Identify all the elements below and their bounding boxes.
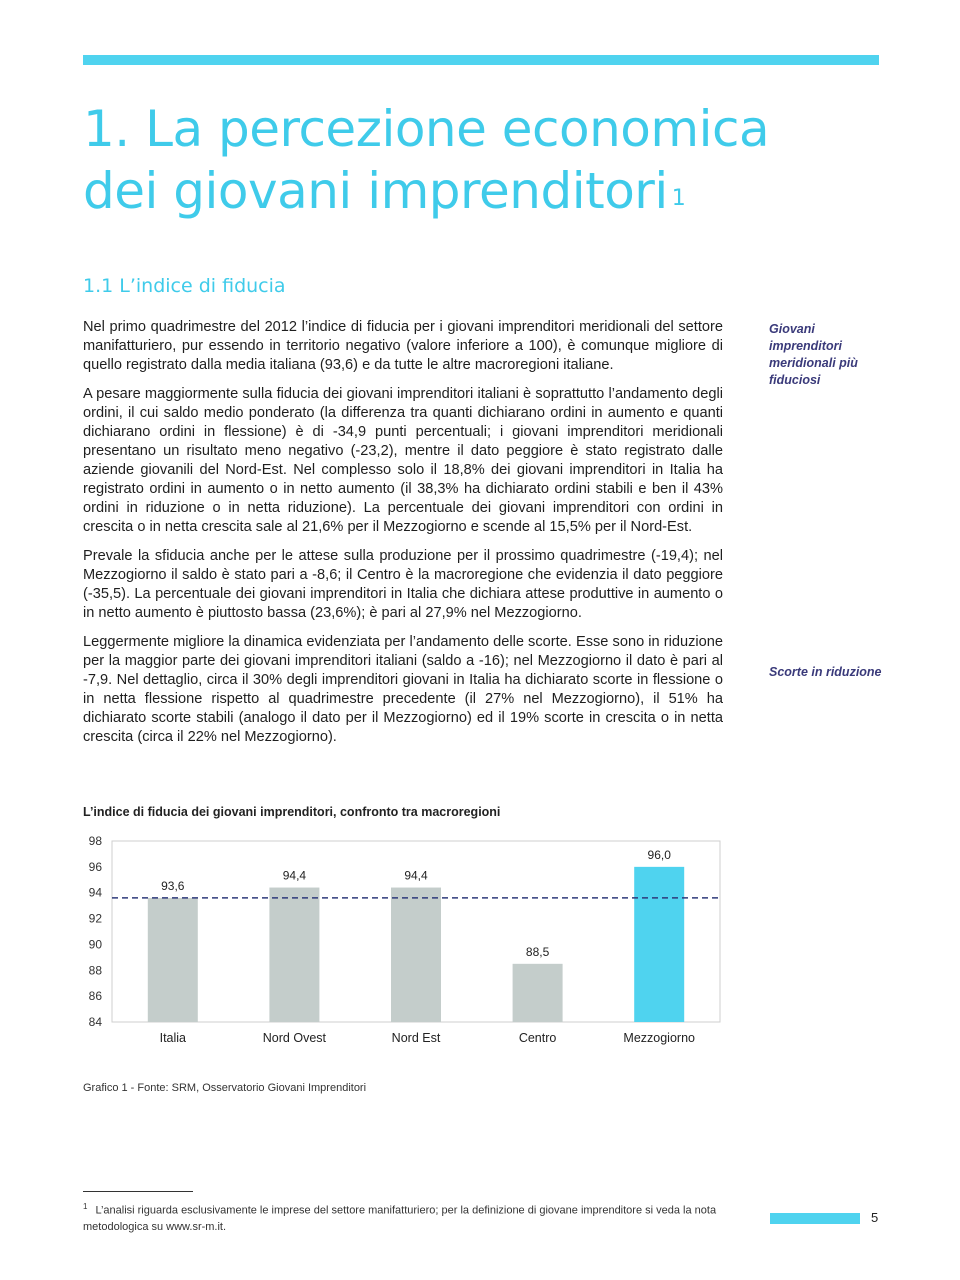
x-tick-label: Mezzogiorno — [623, 1031, 695, 1045]
page-title — [83, 98, 843, 222]
y-tick-label: 90 — [88, 937, 102, 952]
body-text — [83, 318, 723, 757]
paragraph-4: Leggermente migliore la dinamica evidenziata per l’andamento delle scorte. Esse sono in riduzione per la maggior parte dei giovani imprenditori italiani (saldo a -16); nel Mezzogiorno il dato è pari al -7,9. Nel dettaglio, circa il 30% degli imprenditori giovani in Italia ha dichiarato scorte in flessione o in netta flessione rispetto al quadrimestre precedente (il 27% nel Mezzogiorno), il 51% ha dichiarato scorte stabili (analogo il dato per il Mezzogiorno) ed il 19% scorte in crescita o in netta crescita (circa il 22% nel Mezzogiorno). — [83, 634, 723, 745]
bar-value-label: 96,0 — [647, 847, 671, 862]
y-tick-label: 86 — [88, 989, 102, 1004]
bar — [391, 888, 441, 1022]
y-tick-label: 94 — [88, 885, 102, 900]
page-number: 5 — [871, 1210, 879, 1225]
bar — [634, 867, 684, 1022]
bar — [148, 898, 198, 1022]
chart-caption: Grafico 1 - Fonte: SRM, Osservatorio Giovani Imprenditori — [83, 1082, 367, 1094]
title-line-1: 1. La percezione economica — [83, 100, 770, 158]
footnote-divider — [83, 1191, 193, 1192]
side-note-fiducia: Giovani imprenditori meridionali più fiduciosi — [769, 322, 858, 387]
y-tick-label: 92 — [88, 911, 102, 926]
bar-chart — [60, 826, 740, 1066]
paragraph-3: Prevale la sfiducia anche per le attese sulla produzione per il prossimo quadrimestre (-19,4); nel Mezzogiorno il saldo è stato pari a -8,6; il Centro è la macroregione che evidenzia il dato peggiore (-35,5). La percentuale dei giovani imprenditori in Italia che dichiara attese produttive in aumento o in netto aumento è piuttosto bassa (23,6%); è pari al 27,9% nel Mezzogiorno. — [83, 548, 723, 621]
footnote-marker: 1 — [83, 1202, 88, 1211]
page-number-bar — [770, 1213, 860, 1224]
bar-value-label: 88,5 — [525, 944, 550, 959]
section-heading: 1.1 L’indice di fiducia — [83, 275, 286, 297]
x-tick-label: Italia — [159, 1031, 187, 1045]
footnote-text: L’analisi riguarda esclusivamente le imprese del settore manifatturiero; per la definizione di giovane imprenditore si veda la nota metodologica su www.sr-m.it. — [83, 1204, 717, 1233]
paragraph-2: A pesare maggiormente sulla fiducia dei giovani imprenditori italiani è soprattutto l’andamento degli ordini, il cui saldo medio ponderato (la differenza tra quanti dichiarano ordini in aumento e quanti dichiarano ordini in flessione) è di -34,9 punti percentuali; i giovani imprenditori meridionali presentano un risultato meno negativo (-23,2), mentre il dato peggiore è stato registrato dalle aziende giovanili del Nord-Est. Nel complesso solo il 18,8% dei giovani imprenditori in Italia ha registrato ordini in aumento o in netto aumento (il 38,3% ha dichiarato ordini stabili e ben il 43% ordini in riduzione o in netta riduzione). La percentuale dei giovani imprenditori con ordini in crescita o in netta crescita sale al 21,6% per il Mezzogiorno e scende al 15,5% per il Nord-Est. — [83, 386, 723, 535]
bar — [513, 964, 563, 1022]
side-note-scorte: Scorte in riduzione — [769, 665, 882, 679]
bar — [269, 888, 319, 1022]
title-line-2: dei giovani imprenditori — [83, 162, 668, 220]
x-tick-label: Centro — [518, 1031, 557, 1045]
bar-value-label: 94,4 — [404, 868, 428, 883]
title-footnote-marker: 1 — [671, 186, 686, 211]
y-tick-label: 98 — [88, 834, 102, 848]
y-tick-label: 84 — [88, 1015, 102, 1029]
paragraph-1: Nel primo quadrimestre del 2012 l’indice di fiducia per i giovani imprenditori meridionali del settore manifatturiero, pur essendo in territorio negativo (valore inferiore a 100), è comunque migliore di quello registrato dalla media italiana (93,6) e da tutte le altre macroregioni italiane. — [83, 319, 723, 373]
x-tick-label: Nord Ovest — [262, 1031, 327, 1045]
bar-value-label: 94,4 — [282, 868, 307, 883]
y-tick-label: 88 — [88, 963, 102, 978]
x-tick-label: Nord Est — [391, 1031, 441, 1045]
bar-value-label: 93,6 — [161, 878, 185, 893]
top-accent-bar — [83, 55, 879, 65]
y-tick-label: 96 — [88, 859, 102, 874]
chart-title: L’indice di fiducia dei giovani imprenditori, confronto tra macroregioni — [83, 805, 501, 819]
footnote — [83, 1199, 733, 1235]
